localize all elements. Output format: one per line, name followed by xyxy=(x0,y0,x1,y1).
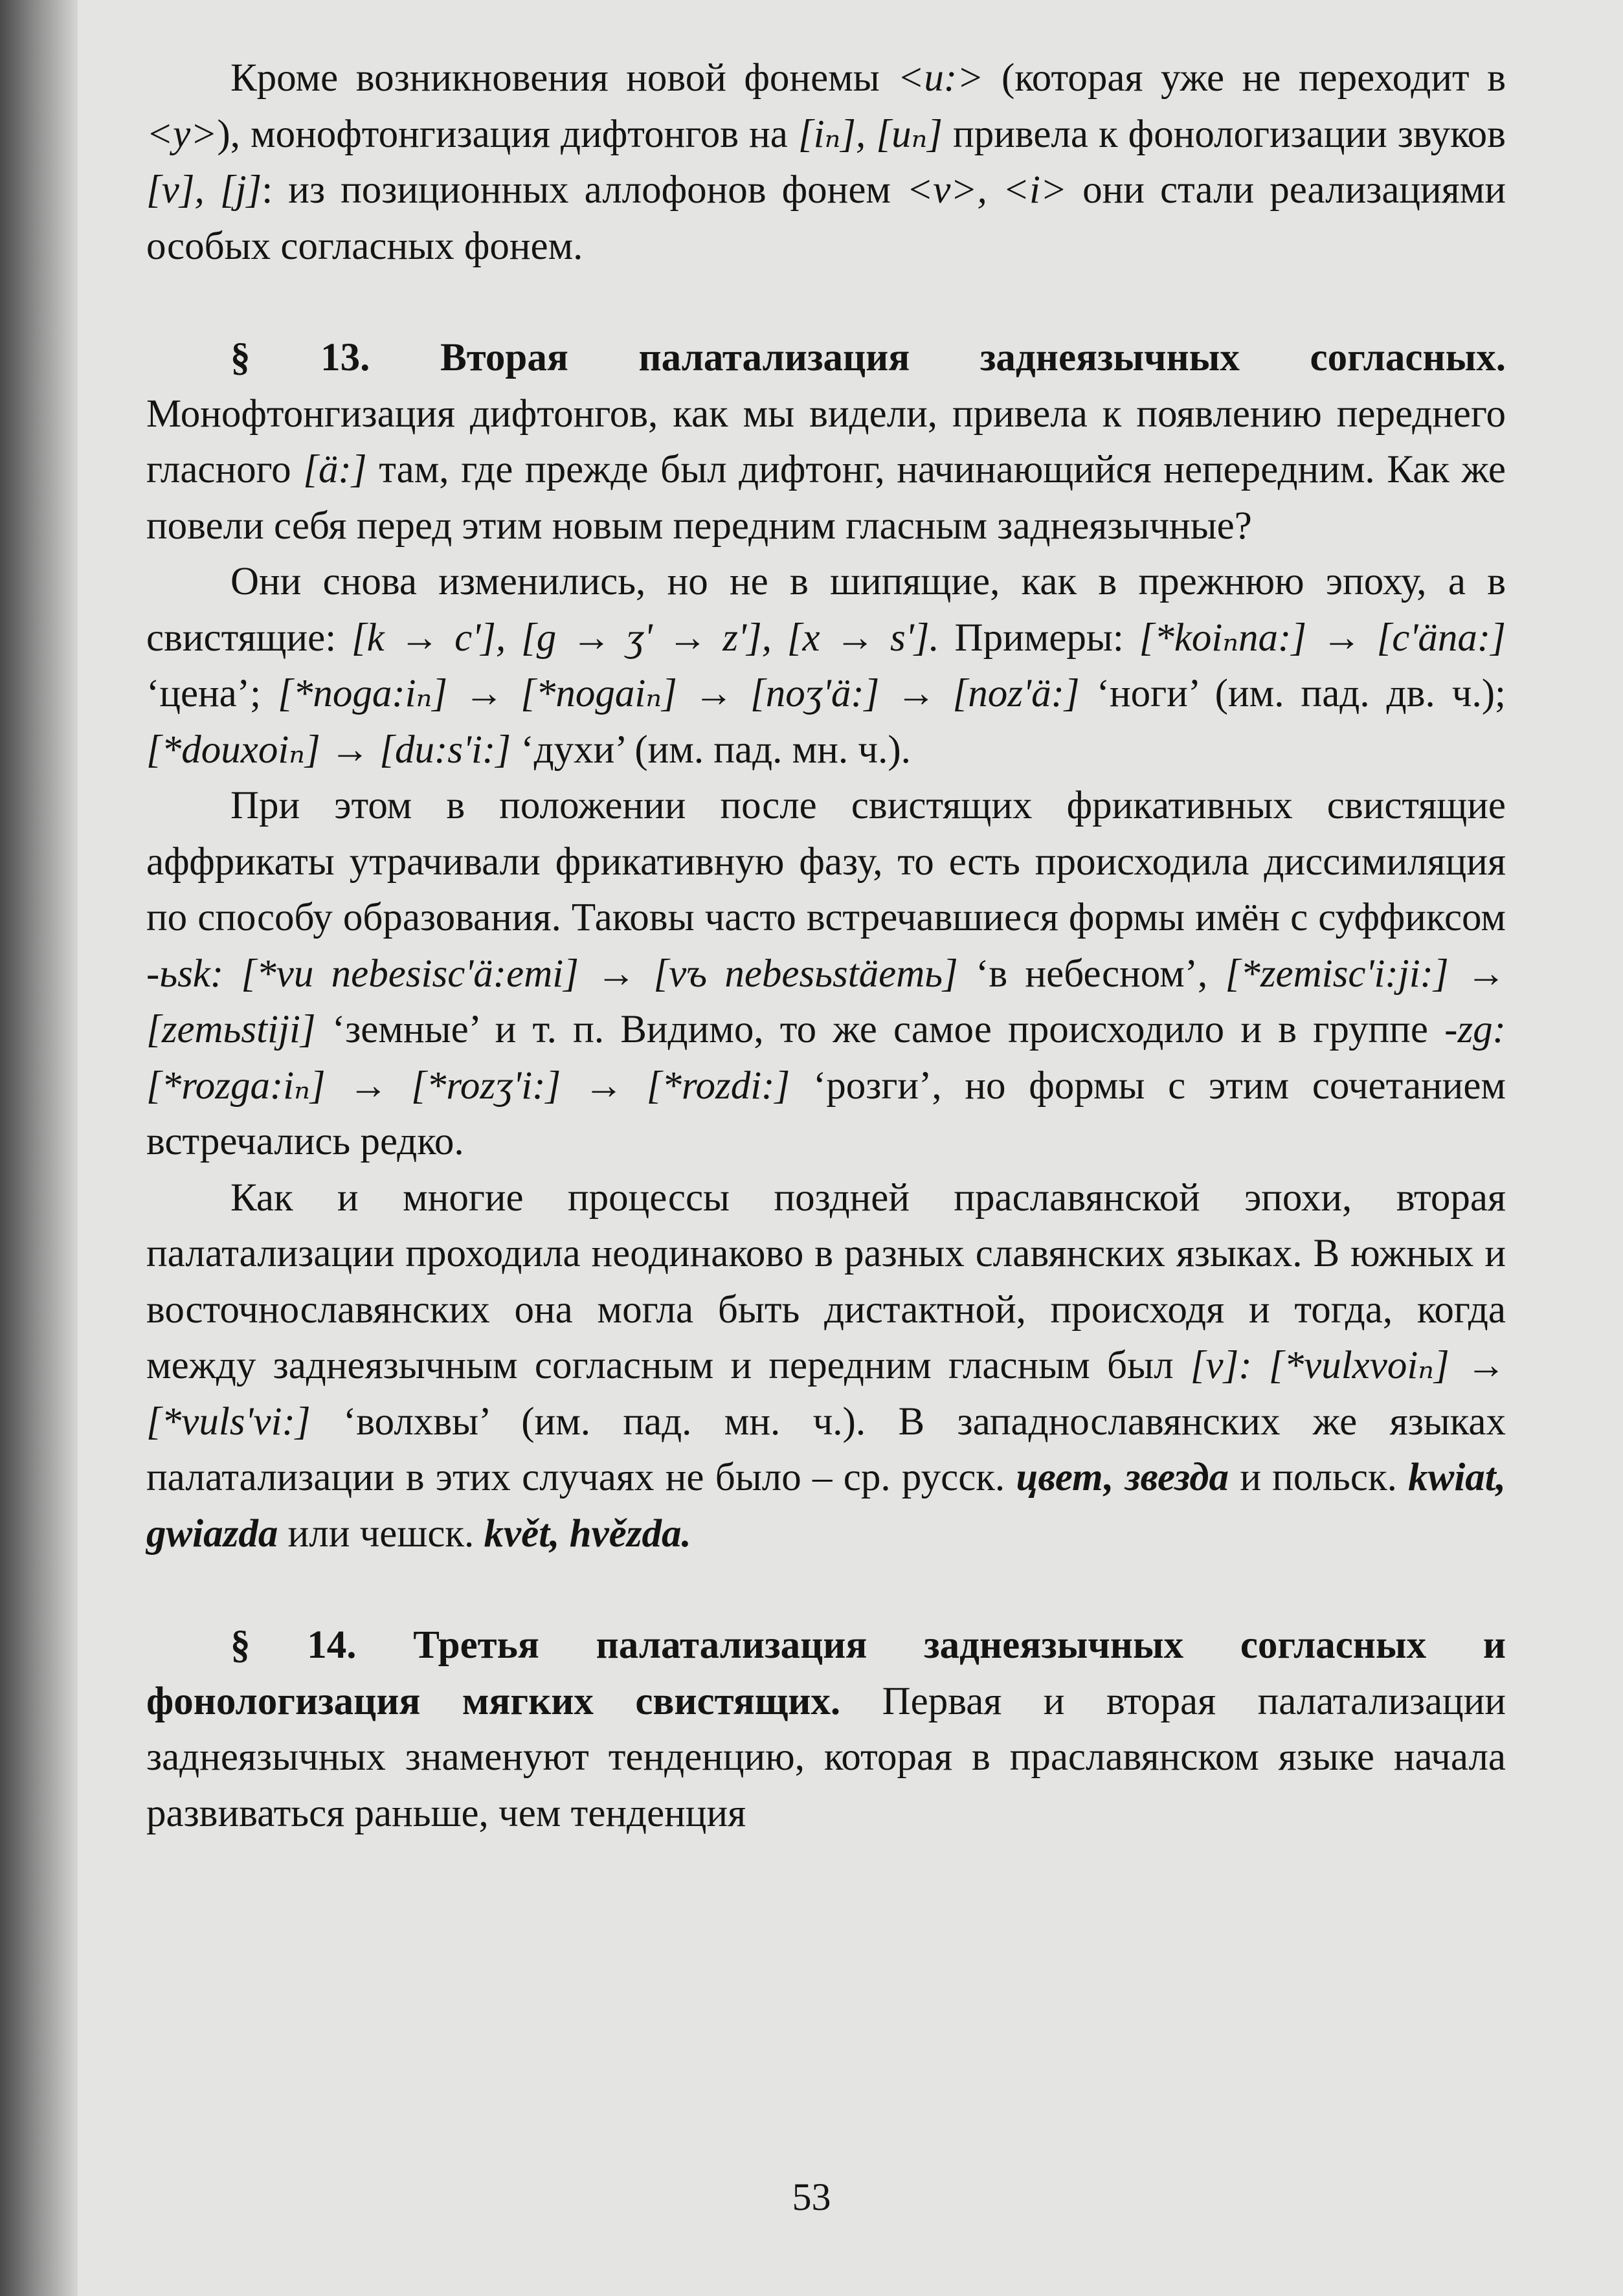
page-body xyxy=(146,50,1506,1842)
section-13-heading: § 13. Вторая палатализация заднеязычных согласных. xyxy=(230,336,1506,379)
paragraph-monophthongization: Кроме возникновения новой фонемы <u:> (которая уже не переходит в <y>), монофтонгизация дифтонгов на [iₙ], [uₙ] привела к фонологизации звуков [v], [j]: из позиционных аллофонов фонем <v>, <i> они стали реализациями особых согласных фонем. xyxy=(146,56,1506,268)
page-number: 53 xyxy=(792,2176,831,2218)
section-gap xyxy=(146,1562,1506,1618)
section-14-paragraph: § 14. Третья палатализация заднеязычных согласных и фонологизация мягких свистящих. Первая и вторая палатализации заднеязычных знаменуют тенденцию, которая в праславянском языке начала развиваться раньше, чем тенденция xyxy=(146,1623,1506,1835)
section-13-paragraph: § 13. Вторая палатализация заднеязычных согласных. Монофтонгизация дифтонгов, как мы видели, привела к появлению переднего гласного [ä:] там, где прежде был дифтонг, начинающийся непередним. Как же повели себя перед этим новым передним гласным заднеязычные? xyxy=(146,336,1506,548)
paragraph-dialect-differences: Как и многие процессы поздней праславянской эпохи, вторая палатализации проходила неодинаково в разных славянских языках. В южных и восточнославянских она могла быть дистактной, происходя и тогда, когда между заднеязычным согласным и передним гласным был [v]: [*vulxvoiₙ] → [*vuls'vi:] ‘волхвы’ (им. пад. мн. ч.). В западнославянских же языках палатализации в этих случаях не было – ср. русск. цвет, звезда и польск. kwiat, gwiazda или чешск. květ, hvězda. xyxy=(146,1176,1506,1555)
page-edge-shadow xyxy=(0,0,78,2296)
paragraph-examples: Они снова изменились, но не в шипящие, как в прежнюю эпоху, а в свистящие: [k → c'], [g → ʒ' → z'], [x → s']. Примеры: [*koiₙna:] → [c'äna:] ‘цена’; [*noga:iₙ] → [*nogaiₙ] → [noʒ'ä:] → [noz'ä:] ‘ноги’ (им. пад. дв. ч.); [*douxoiₙ] → [du:s'i:] ‘духи’ (им. пад. мн. ч.). xyxy=(146,560,1506,772)
section-gap xyxy=(146,274,1506,330)
section-14-heading: § 14. Третья палатализация заднеязычных согласных и фонологизация мягких свистящих. xyxy=(146,1623,1506,1723)
paragraph-dissimilation: При этом в положении после свистящих фрикативных свистящие аффрикаты утрачивали фрикативную фазу, то есть происходила диссимиляция по способу образования. Таковы часто встречавшиеся формы имён с суффиксом -ьsk: [*vu nebesisc'ä:emi] → [vъ nebesьstäemь] ‘в небесном’, [*zemisc'i:ji:] → [zemьstiji] ‘земные’ и т. п. Видимо, то же самое происходило и в группе -zg: [*rozga:iₙ] → [*rozʒ'i:] → [*rozdi:] ‘розги’, но формы с этим сочетанием встречались редко. xyxy=(146,784,1506,1163)
